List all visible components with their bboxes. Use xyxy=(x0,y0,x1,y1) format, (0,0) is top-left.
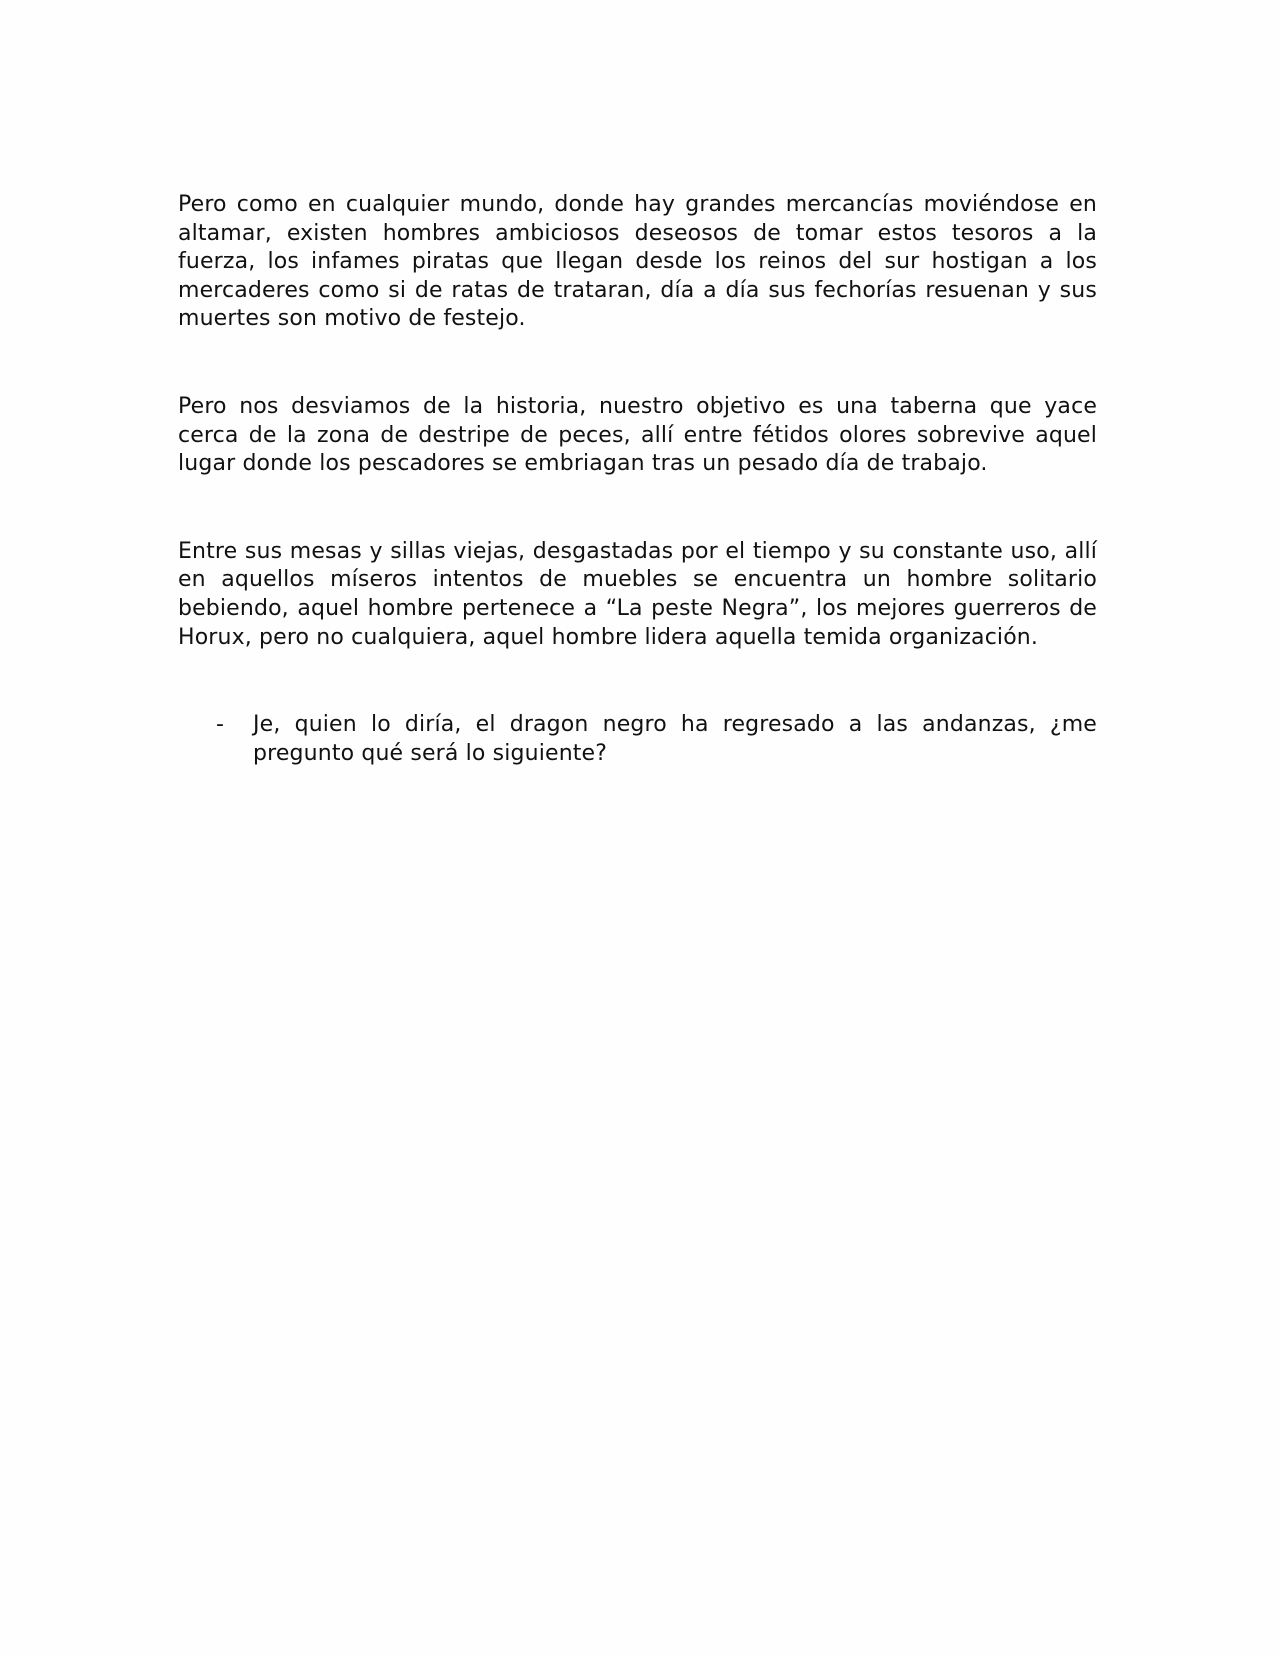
dialogue-dash: - xyxy=(216,712,225,738)
dialogue-line xyxy=(178,711,1097,768)
dialogue-list xyxy=(178,711,1097,768)
paragraph-lone-man: Entre sus mesas y sillas viejas, desgastadas por el tiempo y su constante uso, allí en aquellos míseros intentos de muebles se encuentra un hombre solitario bebiendo, aquel hombre pertenece a “La peste Negra”, los mejores guerreros de Horux, pero no cualquiera, aquel hombre lidera aquella temida organización. xyxy=(178,538,1097,650)
document-body xyxy=(178,191,1097,768)
dialogue-text: Je, quien lo diría, el dragon negro ha regresado a las andanzas, ¿me pregunto qué será lo siguiente? xyxy=(253,712,1097,766)
paragraph-tavern: Pero nos desviamos de la historia, nuestro objetivo es una taberna que yace cerca de la zona de destripe de peces, allí entre fétidos olores sobrevive aquel lugar donde los pescadores se embriagan tras un pesado día de trabajo. xyxy=(178,393,1097,477)
paragraph-pirates: Pero como en cualquier mundo, donde hay grandes mercancías moviéndose en altamar, existen hombres ambiciosos deseosos de tomar estos tesoros a la fuerza, los infames piratas que llegan desde los reinos del sur hostigan a los mercaderes como si de ratas de trataran, día a día sus fechorías resuenan y sus muertes son motivo de festejo. xyxy=(178,192,1097,332)
